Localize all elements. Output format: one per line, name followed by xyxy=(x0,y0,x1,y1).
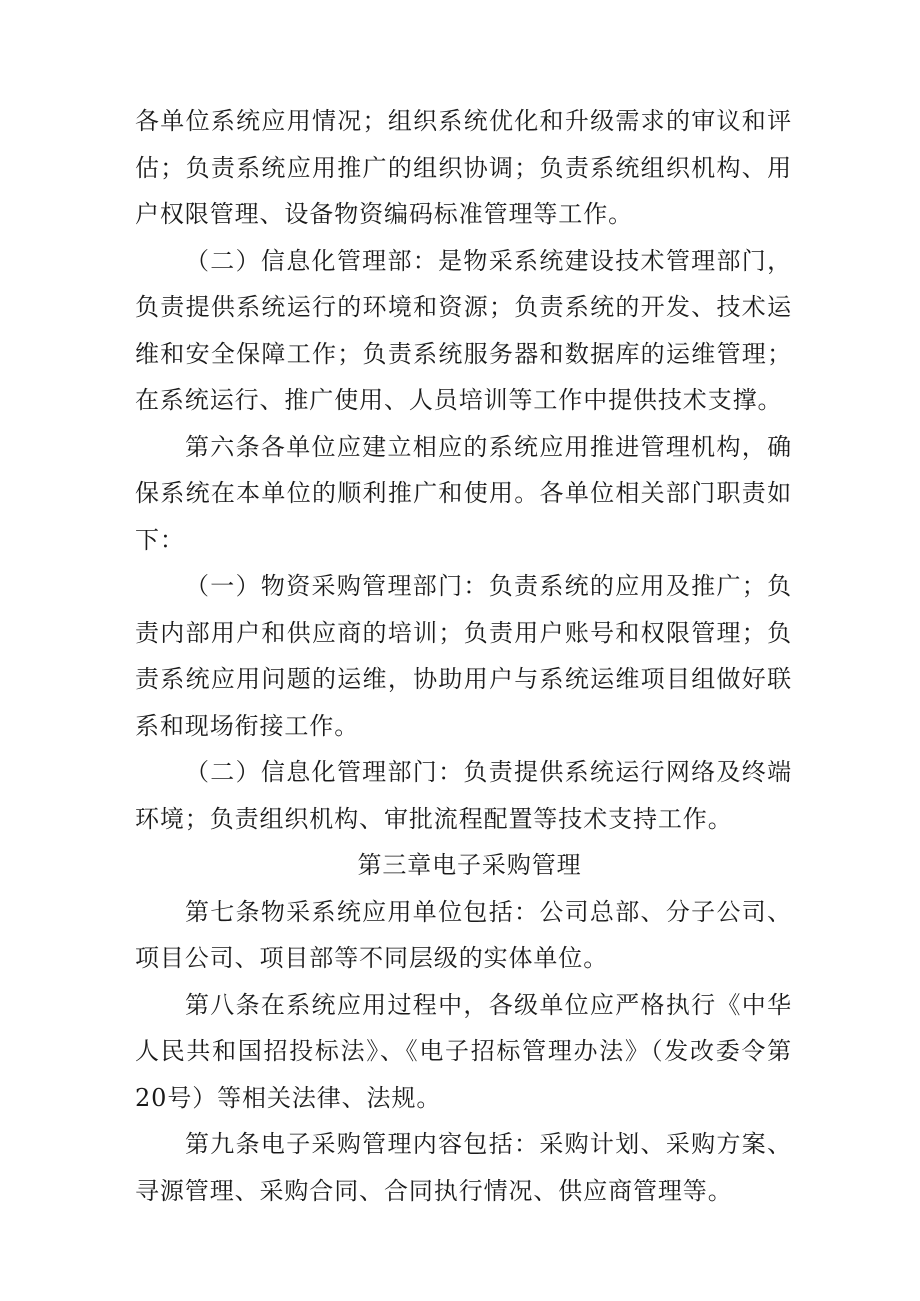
paragraph: （二）信息化管理部：是物采系统建设技术管理部门，负责提供系统运行的环境和资源；负责系统的开发、技术运维和安全保障工作；负责系统服务器和数据库的运维管理；在系统运行、推广使用、人员培训等工作中提供技术支撑。 xyxy=(135,246,792,414)
paragraph: 第八条在系统应用过程中，各级单位应严格执行《中华人民共和国招投标法》、《电子招标管理办法》（发改委令第20号）等相关法律、法规。 xyxy=(135,990,792,1112)
paragraph: （一）物资采购管理部门：负责系统的应用及推广；负责内部用户和供应商的培训；负责用户账号和权限管理；负责系统应用问题的运维，协助用户与系统运维项目组做好联系和现场衔接工作。 xyxy=(135,572,792,740)
paragraph: 第六条各单位应建立相应的系统应用推进管理机构，确保系统在本单位的顺利推广和使用。各单位相关部门职责如下： xyxy=(135,432,792,554)
chapter-title: 第三章电子采购管理 xyxy=(357,851,582,879)
paragraph: 第七条物采系统应用单位包括：公司总部、分子公司、项目公司、项目部等不同层级的实体单位。 xyxy=(135,897,792,972)
paragraph: （二）信息化管理部门：负责提供系统运行网络及终端环境；负责组织机构、审批流程配置等技术支持工作。 xyxy=(135,758,792,833)
paragraph: 各单位系统应用情况；组织系统优化和升级需求的审议和评估；负责系统应用推广的组织协调；负责系统组织机构、用户权限管理、设备物资编码标准管理等工作。 xyxy=(135,107,792,228)
paragraph: 第九条电子采购管理内容包括：采购计划、采购方案、寻源管理、采购合同、合同执行情况、供应商管理等。 xyxy=(135,1130,792,1205)
